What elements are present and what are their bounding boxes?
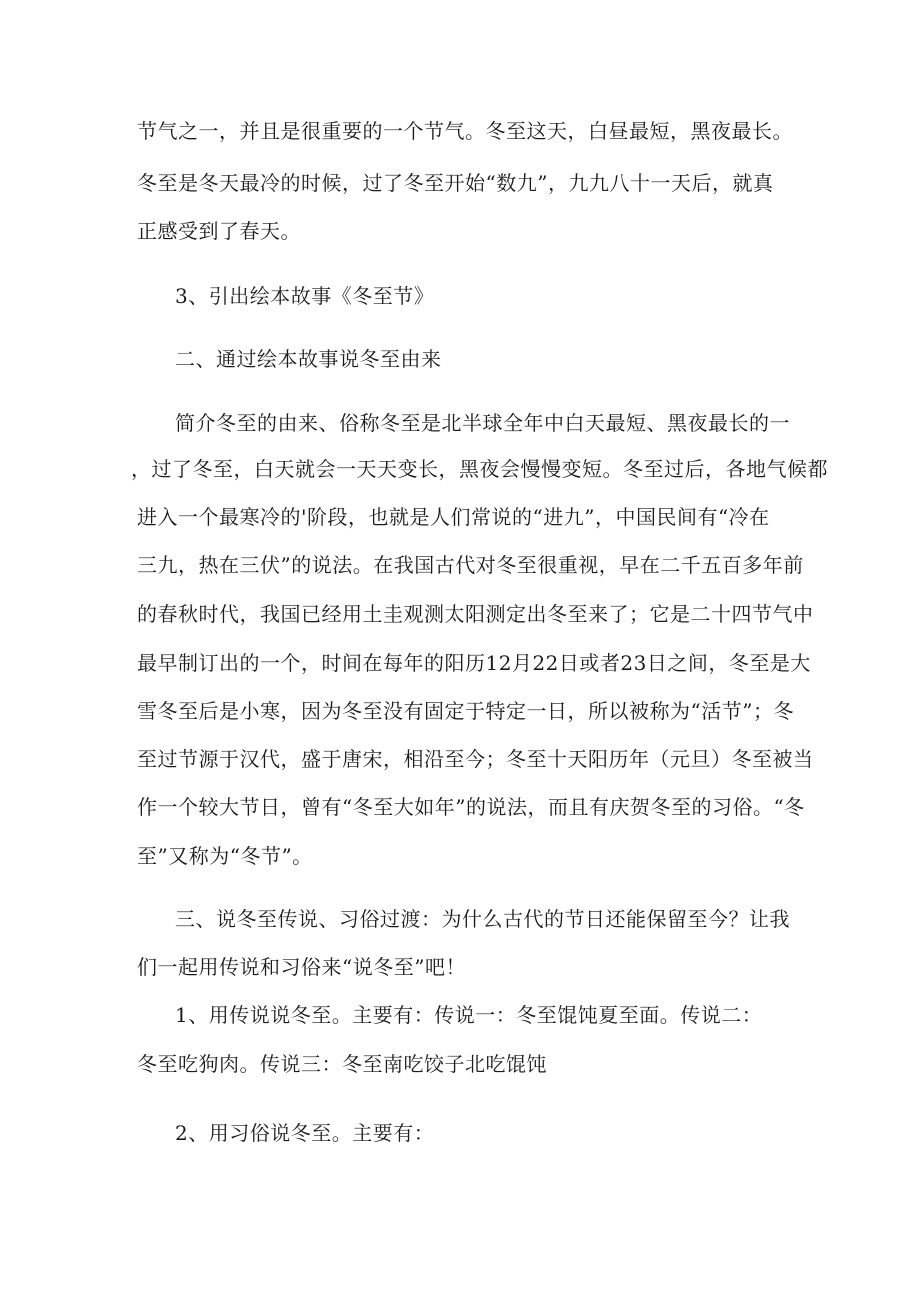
paragraph-line: 正感受到了春天。 bbox=[137, 219, 301, 243]
paragraph-line: 进入一个最寒冷的'阶段，也就是人们常说的“进九”，中国民间有“冷在 bbox=[137, 505, 770, 529]
section-item: 2、用习俗说冬至。主要有： bbox=[175, 1121, 435, 1145]
paragraph-line: 们一起用传说和习俗来“说冬至”吧！ bbox=[137, 955, 466, 979]
paragraph-line: 至过节源于汉代，盛于唐宋，相沿至今；冬至十天阳历年（元旦）冬至被当 bbox=[137, 747, 814, 771]
paragraph-line: 三九，热在三伏”的说法。在我国古代对冬至很重视，早在二千五百多年前 bbox=[137, 553, 804, 577]
paragraph-line: 最早制订出的一个，时间在每年的阳历12月22日或者23日之间，冬至是大 bbox=[137, 651, 811, 675]
section-heading: 二、通过绘本故事说冬至由来 bbox=[175, 347, 442, 371]
paragraph-line: 冬至是冬天最冷的时候，过了冬至开始“数九”，九九八十一天后，就真 bbox=[137, 171, 774, 195]
section-item: 3、引出绘本故事《冬至节》 bbox=[175, 284, 435, 308]
section-heading: 三、说冬至传说、习俗过渡：为什么古代的节日还能保留至今？让我 bbox=[175, 907, 790, 931]
paragraph-line: 雪冬至后是小寒，因为冬至没有固定于特定一日，所以被称为“活节”；冬 bbox=[137, 699, 794, 723]
section-item: 1、用传说说冬至。主要有：传说一：冬至馄饨夏至面。传说二： bbox=[175, 1003, 763, 1027]
paragraph-line: 简介冬至的由来、俗称冬至是北半球全年中白天最短、黑夜最长的一 bbox=[175, 411, 790, 435]
paragraph-line: ，过了冬至，白天就会一天天变长，黑夜会慢慢变短。冬至过后，各地气候都 bbox=[131, 457, 828, 481]
paragraph-line: 至”又称为“冬节”。 bbox=[137, 844, 313, 868]
paragraph-line: 作一个较大节日，曾有“冬至大如年”的说法，而且有庆贺冬至的习俗。“冬 bbox=[137, 795, 805, 819]
paragraph-line: 的春秋时代，我国已经用土圭观测太阳测定出冬至来了；它是二十四节气中 bbox=[137, 602, 814, 626]
paragraph-line: 冬至吃狗肉。传说三：冬至南吃饺子北吃馄饨 bbox=[137, 1052, 547, 1076]
paragraph-line: 节气之一，并且是很重要的一个节气。冬至这天，白昼最短，黑夜最长。 bbox=[137, 119, 793, 143]
